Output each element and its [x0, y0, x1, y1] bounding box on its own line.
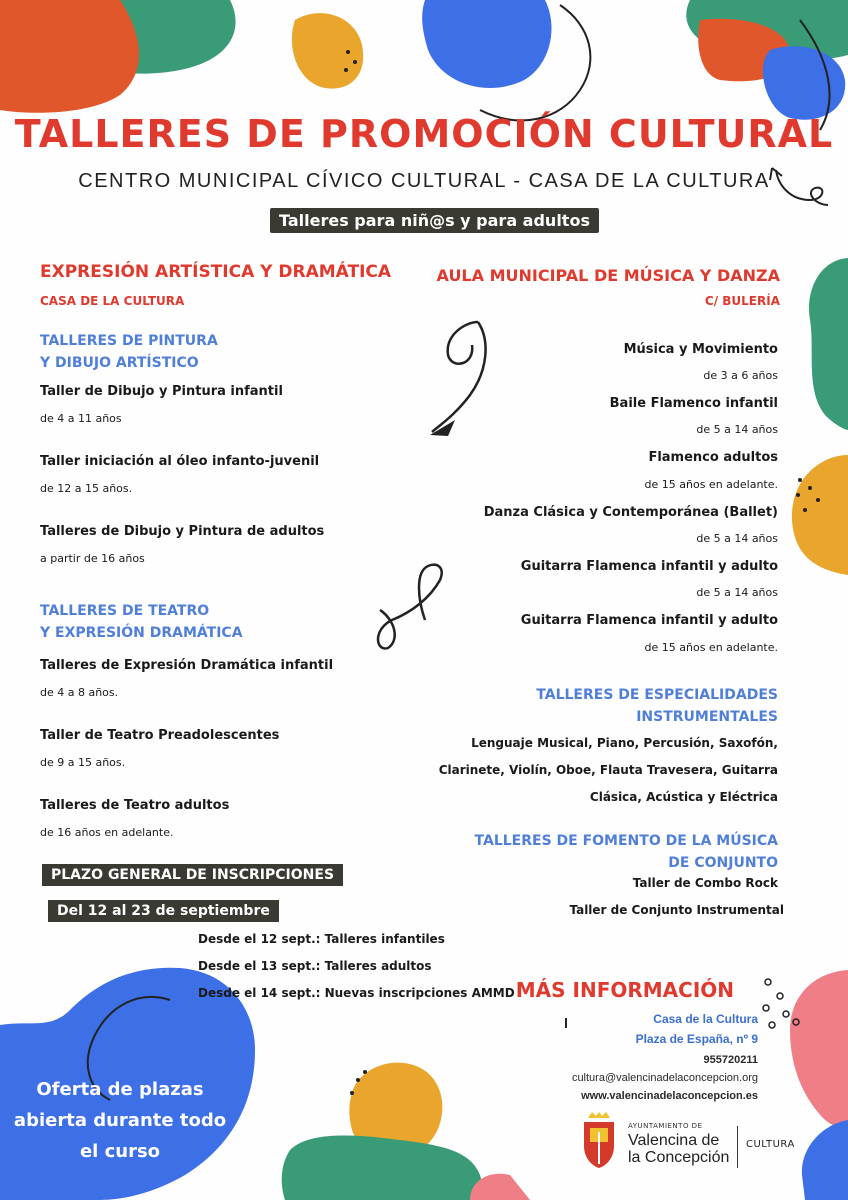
info-address: Plaza de España, nº 9	[635, 1032, 758, 1046]
list-item-detail: a partir de 16 años	[40, 552, 145, 565]
instrument-line: Clásica, Acústica y Eléctrica	[589, 790, 778, 804]
list-item: Taller de Teatro Preadolescentes	[40, 728, 280, 743]
logo-name: Valencina de la Concepción	[628, 1132, 730, 1166]
info-place: Casa de la Cultura	[653, 1012, 758, 1026]
right-location: C/ BULERÍA	[704, 294, 780, 308]
list-item: Flamenco adultos	[648, 450, 778, 465]
logo-small: AYUNTAMIENTO DE	[628, 1122, 703, 1130]
list-item-detail: de 4 a 8 años.	[40, 686, 119, 699]
list-item: Taller de Combo Rock	[632, 876, 778, 890]
ensemble-heading: TALLERES DE FOMENTO DE LA MÚSICA DE CONJUNTO	[474, 833, 778, 871]
list-item: Danza Clásica y Contemporánea (Ballet)	[483, 505, 778, 520]
coat-of-arms-icon	[580, 1112, 618, 1170]
list-item-detail: de 15 años en adelante.	[644, 478, 778, 491]
info-phone: 955720211	[703, 1054, 758, 1066]
list-item: Guitarra Flamenca infantil y adulto	[520, 559, 778, 574]
list-item-detail: de 5 a 14 años	[696, 586, 778, 599]
list-item-detail: de 5 a 14 años	[696, 423, 778, 436]
list-item-detail: de 15 años en adelante.	[644, 641, 778, 654]
page-subtitle: CENTRO MUNICIPAL CÍVICO CULTURAL - CASA DE LA CULTURA	[78, 170, 770, 192]
instrumental-heading: TALLERES DE ESPECIALIDADES INSTRUMENTALES	[536, 687, 778, 725]
list-item: Guitarra Flamenca infantil y adulto	[520, 613, 778, 628]
left-section-title: EXPRESIÓN ARTÍSTICA Y DRAMÁTICA	[40, 262, 392, 282]
info-web[interactable]: www.valencinadelaconcepcion.es	[581, 1090, 758, 1102]
info-title: MÁS INFORMACIÓN	[515, 978, 734, 1002]
theatre-heading: TALLERES DE TEATRO Y EXPRESIÓN DRAMÁTICA	[40, 603, 243, 641]
list-item: Taller de Dibujo y Pintura infantil	[40, 384, 283, 399]
registration-date: Desde el 14 sept.: Nuevas inscripciones AMMD	[198, 986, 515, 1000]
list-item: Taller iniciación al óleo infanto-juvenil	[40, 454, 320, 469]
list-item: Talleres de Dibujo y Pintura de adultos	[40, 524, 325, 539]
logo-dept: CULTURA	[746, 1139, 795, 1150]
offer-text: Oferta de plazas abierta durante todo el curso	[13, 1079, 227, 1162]
list-item: Talleres de Expresión Dramática infantil	[40, 658, 334, 673]
list-item: Música y Movimiento	[623, 342, 778, 357]
logo-divider	[737, 1126, 738, 1168]
list-item-detail: de 9 a 15 años.	[40, 756, 126, 769]
audience-badge: Talleres para niñ@s y para adultos	[270, 208, 599, 233]
list-item: Taller de Conjunto Instrumental	[569, 903, 784, 917]
instrument-line: Lenguaje Musical, Piano, Percusión, Saxofón,	[471, 736, 778, 750]
registration-date: Desde el 13 sept.: Talleres adultos	[198, 959, 432, 973]
list-item: Talleres de Teatro adultos	[40, 798, 230, 813]
painting-heading: TALLERES DE PINTURA Y DIBUJO ARTÍSTICO	[40, 333, 218, 371]
registration-title: PLAZO GENERAL DE INSCRIPCIONES	[42, 864, 343, 886]
list-item-detail: de 16 años en adelante.	[40, 826, 174, 839]
instrument-line: Clarinete, Violín, Oboe, Flauta Travesera, Guitarra	[438, 763, 778, 777]
registration-period: Del 12 al 23 de septiembre	[48, 900, 279, 922]
left-location: CASA DE LA CULTURA	[40, 294, 185, 308]
registration-date: Desde el 12 sept.: Talleres infantiles	[198, 932, 445, 946]
list-item-detail: de 5 a 14 años	[696, 532, 778, 545]
list-item: Baile Flamenco infantil	[609, 396, 778, 411]
page-title: TALLERES DE PROMOCIÓN CULTURAL	[14, 112, 834, 156]
right-section-title: AULA MUNICIPAL DE MÚSICA Y DANZA	[436, 266, 780, 285]
list-item-detail: de 4 a 11 años	[40, 412, 122, 425]
list-item-detail: de 3 a 6 años	[703, 369, 778, 382]
list-item-detail: de 12 a 15 años.	[40, 482, 133, 495]
info-email[interactable]: cultura@valencinadelaconcepcion.org	[571, 1072, 758, 1084]
